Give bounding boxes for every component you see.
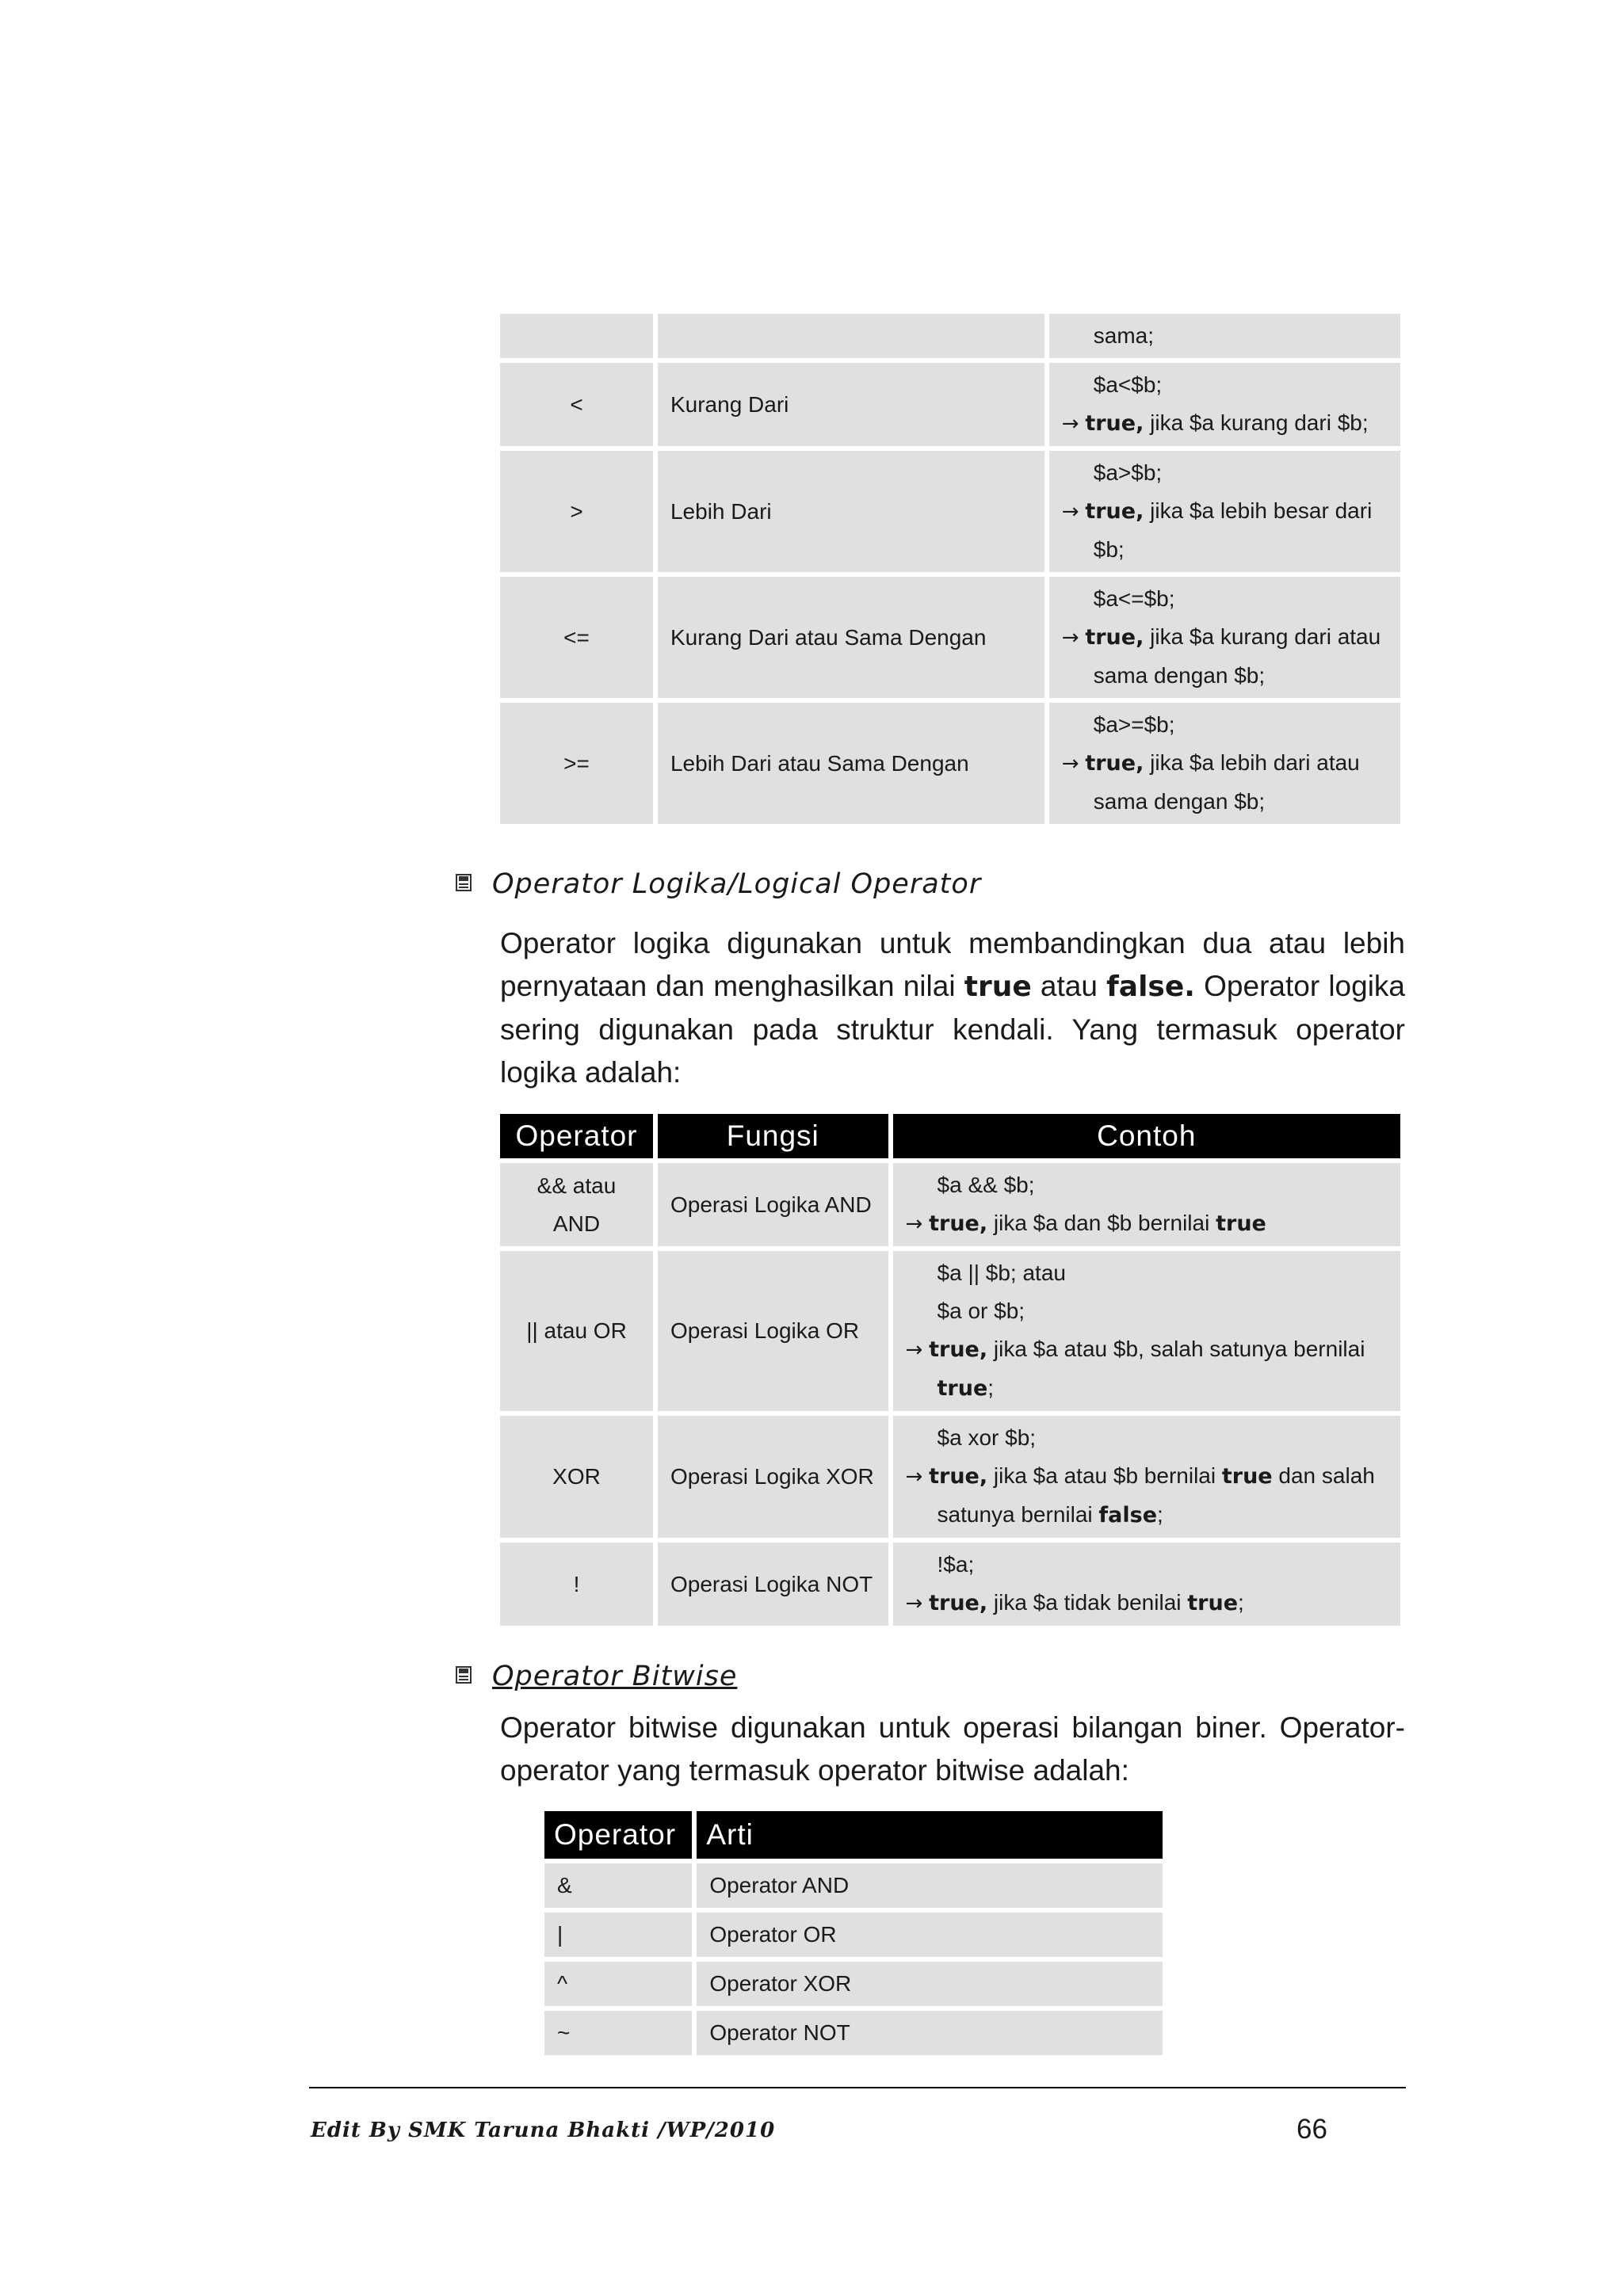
example-cell	[1049, 314, 1400, 358]
name-cell: Lebih Dari	[658, 451, 1044, 572]
table-row	[500, 451, 1400, 572]
page-number: 66	[1296, 2114, 1327, 2145]
result-text: jika $a atau $b, salah satunya bernilai	[987, 1337, 1365, 1361]
logical-operator-table	[495, 1109, 1405, 1630]
result-continuation: sama dengan $b;	[1093, 789, 1266, 814]
operator-cell: ~	[544, 2011, 692, 2055]
operator-cell: &	[544, 1863, 692, 1908]
bitwise-paragraph: Operator bitwise digunakan untuk operasi bilangan biner. Operator-operator yang termasuk operator bitwise adalah:	[500, 1711, 1405, 1787]
name-cell: Operasi Logika XOR	[658, 1416, 888, 1538]
table-row	[500, 703, 1400, 824]
keyword-true: true,	[1085, 499, 1144, 524]
meaning-cell: Operator XOR	[697, 1962, 1163, 2006]
result-text: ;	[1238, 1590, 1244, 1615]
example-result	[906, 1204, 1388, 1243]
arrow-right-icon: →	[905, 1338, 923, 1362]
example-code: $a<=$b;	[1093, 586, 1175, 611]
floppy-bullet-icon	[456, 874, 475, 896]
example-line: sama;	[1093, 323, 1154, 348]
example-cell	[1049, 703, 1400, 824]
example-result	[1062, 618, 1388, 657]
keyword-true: true,	[929, 1211, 988, 1236]
arrow-right-icon: →	[905, 1212, 923, 1236]
example-cell	[893, 1543, 1400, 1626]
example-cell	[1049, 451, 1400, 572]
example-cell	[893, 1163, 1400, 1246]
result-text: ;	[987, 1375, 995, 1400]
table-row	[544, 1913, 1163, 1957]
table-row	[500, 1251, 1400, 1411]
table-header-row	[500, 1114, 1400, 1158]
meaning-cell: Operator NOT	[697, 2011, 1163, 2055]
example-result	[906, 1584, 1388, 1623]
name-cell	[658, 314, 1044, 358]
operator-text: AND	[552, 1211, 601, 1236]
keyword-true: true,	[929, 1337, 988, 1362]
operator-cell	[500, 314, 653, 358]
example-cell	[893, 1416, 1400, 1538]
example-code: $a>=$b;	[1093, 712, 1175, 737]
result-text: ;	[1157, 1502, 1163, 1527]
keyword-false: false	[1098, 1503, 1158, 1527]
example-code: $a<$b;	[1093, 372, 1163, 397]
meaning-cell: Operator OR	[697, 1913, 1163, 1957]
example-result	[906, 1330, 1388, 1369]
operator-cell: ^	[544, 1962, 692, 2006]
operator-cell	[500, 1163, 653, 1246]
column-header: Operator	[544, 1811, 692, 1859]
example-code: $a && $b;	[937, 1173, 1035, 1197]
paragraph-text: Operator logika digunakan untuk membandingkan dua atau lebih pernyataan dan menghasilkan nilai	[500, 927, 1405, 1002]
operator-cell: || atau OR	[500, 1251, 653, 1411]
operator-cell: |	[544, 1913, 692, 1957]
table-row	[500, 314, 1400, 358]
keyword-true: true,	[1085, 411, 1144, 436]
keyword-true: true	[1221, 1464, 1273, 1489]
example-code: $a>$b;	[1093, 460, 1163, 485]
example-result	[906, 1457, 1388, 1496]
example-result	[1062, 492, 1388, 531]
result-text: satunya bernilai	[937, 1502, 1099, 1527]
section-heading-logical	[456, 868, 981, 900]
name-cell: Kurang Dari atau Sama Dengan	[658, 577, 1044, 698]
operator-text: && atau	[537, 1173, 617, 1198]
column-header: Contoh	[893, 1114, 1400, 1158]
operator-cell: >	[500, 451, 653, 572]
result-continuation: sama dengan $b;	[1093, 663, 1266, 688]
result-text: jika $a kurang dari $b;	[1144, 410, 1369, 435]
table-row	[500, 1163, 1400, 1246]
operator-cell: <	[500, 363, 653, 446]
example-code: !$a;	[937, 1552, 975, 1577]
operator-cell: XOR	[500, 1416, 653, 1538]
logical-paragraph	[500, 922, 1405, 1094]
keyword-true: true,	[929, 1464, 988, 1489]
result-text: jika $a kurang dari atau	[1144, 624, 1381, 649]
paragraph-text: Operator logika sering digunakan pada struktur kendali. Yang termasuk operator logika adalah:	[500, 970, 1405, 1089]
result-text: jika $a dan $b bernilai	[987, 1211, 1216, 1235]
example-cell	[893, 1251, 1400, 1411]
result-continuation	[906, 1369, 1388, 1408]
keyword-true: true	[964, 971, 1032, 1003]
table-row	[500, 1543, 1400, 1626]
example-result	[1062, 404, 1388, 443]
heading-text: Operator Bitwise	[492, 1661, 738, 1692]
arrow-right-icon: →	[905, 1592, 923, 1615]
table-row	[544, 2011, 1163, 2055]
arrow-right-icon: →	[1061, 752, 1079, 776]
keyword-true: true,	[929, 1591, 988, 1615]
comparison-operator-table	[495, 309, 1405, 829]
result-text: jika $a lebih dari atau	[1144, 750, 1360, 775]
arrow-right-icon: →	[905, 1465, 923, 1489]
result-text: jika $a lebih besar dari	[1144, 498, 1373, 523]
arrow-right-icon: →	[1061, 412, 1079, 436]
keyword-true: true	[1187, 1591, 1239, 1615]
table-row	[500, 577, 1400, 698]
name-cell: Lebih Dari atau Sama Dengan	[658, 703, 1044, 824]
table-row	[544, 1962, 1163, 2006]
arrow-right-icon: →	[1061, 500, 1079, 524]
paragraph-text: atau	[1031, 970, 1107, 1002]
keyword-true: true,	[1085, 625, 1144, 650]
keyword-true: true	[937, 1376, 988, 1401]
column-header: Fungsi	[658, 1114, 888, 1158]
example-cell	[1049, 577, 1400, 698]
keyword-true: true,	[1085, 751, 1144, 776]
example-code: $a xor $b;	[937, 1425, 1037, 1450]
result-text: dan salah	[1272, 1463, 1375, 1488]
operator-cell: >=	[500, 703, 653, 824]
name-cell: Operasi Logika AND	[658, 1163, 888, 1246]
keyword-false: false.	[1106, 971, 1195, 1003]
arrow-right-icon: →	[1061, 626, 1079, 650]
result-continuation: $b;	[1093, 537, 1125, 562]
name-cell: Kurang Dari	[658, 363, 1044, 446]
name-cell: Operasi Logika OR	[658, 1251, 888, 1411]
table-row	[500, 1416, 1400, 1538]
result-continuation	[906, 1496, 1388, 1535]
table-row	[544, 1863, 1163, 1908]
table-row	[500, 363, 1400, 446]
footer-divider	[309, 2087, 1406, 2088]
bitwise-operator-table	[540, 1806, 1167, 2060]
table-header-row	[544, 1811, 1163, 1859]
operator-cell: !	[500, 1543, 653, 1626]
example-result	[1062, 744, 1388, 783]
operator-cell: <=	[500, 577, 653, 698]
name-cell: Operasi Logika NOT	[658, 1543, 888, 1626]
example-cell	[1049, 363, 1400, 446]
keyword-true: true	[1216, 1211, 1266, 1236]
column-header: Operator	[500, 1114, 653, 1158]
section-heading-bitwise	[456, 1661, 737, 1692]
floppy-bullet-icon	[456, 1666, 475, 1688]
meaning-cell: Operator AND	[697, 1863, 1163, 1908]
column-header: Arti	[697, 1811, 1163, 1859]
result-text: jika $a atau $b bernilai	[987, 1463, 1222, 1488]
footer-credit: Edit By SMK Taruna Bhakti /WP/2010	[311, 2119, 776, 2142]
example-code: $a || $b; atau	[937, 1261, 1066, 1285]
example-code: $a or $b;	[937, 1299, 1025, 1323]
result-text: jika $a tidak benilai	[987, 1590, 1188, 1615]
heading-text: Operator Logika/Logical Operator	[492, 868, 982, 900]
